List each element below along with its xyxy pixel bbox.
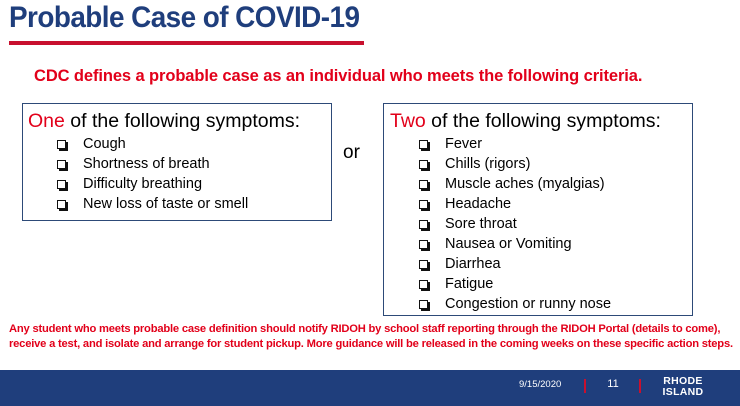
logo-line-2: ISLAND bbox=[662, 386, 704, 398]
two-symptom-list bbox=[384, 134, 692, 314]
list-item bbox=[23, 154, 331, 174]
list-item bbox=[384, 294, 692, 314]
list-item bbox=[23, 194, 331, 214]
symptom-label: Diarrhea bbox=[445, 256, 501, 272]
symptom-label: Chills (rigors) bbox=[445, 156, 531, 172]
list-item bbox=[384, 214, 692, 234]
list-item bbox=[384, 174, 692, 194]
checkbox-bullet-icon bbox=[419, 180, 428, 189]
symptom-label: Fatigue bbox=[445, 276, 494, 292]
symptom-label: Muscle aches (myalgias) bbox=[445, 176, 605, 192]
one-symptom-heading bbox=[28, 109, 331, 133]
checkbox-bullet-icon bbox=[57, 140, 66, 149]
footer-divider bbox=[584, 379, 586, 393]
checkbox-bullet-icon bbox=[419, 200, 428, 209]
checkbox-bullet-icon bbox=[419, 280, 428, 289]
one-symptom-list bbox=[23, 134, 331, 214]
one-symptom-box bbox=[22, 103, 332, 221]
symptom-label: Nausea or Vomiting bbox=[445, 236, 572, 252]
checkbox-bullet-icon bbox=[419, 240, 428, 249]
checkbox-bullet-icon bbox=[57, 180, 66, 189]
logo-line-1: RHODE bbox=[663, 375, 703, 387]
footer-divider bbox=[639, 379, 641, 393]
checkbox-bullet-icon bbox=[57, 160, 66, 169]
list-item bbox=[23, 134, 331, 154]
symptom-label: Congestion or runny nose bbox=[445, 296, 612, 312]
footer-date: 9/15/2020 bbox=[519, 379, 562, 390]
list-item bbox=[384, 134, 692, 154]
count-word-one: One bbox=[28, 110, 65, 132]
two-symptom-box bbox=[383, 103, 693, 316]
symptom-label: Shortness of breath bbox=[83, 156, 210, 172]
list-item bbox=[384, 274, 692, 294]
list-item bbox=[384, 154, 692, 174]
page-number: 11 bbox=[607, 378, 619, 390]
symptom-label: New loss of taste or smell bbox=[83, 196, 249, 212]
or-label: or bbox=[343, 142, 360, 163]
count-word-two: Two bbox=[390, 110, 426, 132]
symptom-label: Difficulty breathing bbox=[83, 176, 203, 192]
symptom-label: Fever bbox=[445, 136, 483, 152]
checkbox-bullet-icon bbox=[419, 160, 428, 169]
list-item bbox=[384, 234, 692, 254]
checkbox-bullet-icon bbox=[419, 300, 428, 309]
footer-bar bbox=[0, 370, 740, 406]
two-symptom-heading bbox=[390, 109, 692, 133]
heading-rest: of the following symptoms: bbox=[425, 110, 661, 132]
symptom-label: Headache bbox=[445, 196, 512, 212]
list-item bbox=[384, 254, 692, 274]
list-item bbox=[23, 174, 331, 194]
symptom-label: Sore throat bbox=[445, 216, 517, 232]
checkbox-bullet-icon bbox=[419, 220, 428, 229]
slide-title: Probable Case of COVID-19 bbox=[9, 1, 360, 34]
checkbox-bullet-icon bbox=[57, 200, 66, 209]
rhode-island-logo bbox=[659, 376, 707, 398]
checkbox-bullet-icon bbox=[419, 260, 428, 269]
checkbox-bullet-icon bbox=[419, 140, 428, 149]
heading-rest: of the following symptoms: bbox=[64, 110, 301, 132]
symptom-label: Cough bbox=[83, 136, 126, 152]
slide-subtitle: CDC defines a probable case as an individual who meets the following criteria. bbox=[34, 67, 643, 85]
guidance-note: Any student who meets probable case definition should notify RIDOH by school staff reporting through the RIDOH Portal (details to come), receive a test, and isolate and arrange for student pickup. More guidance will be released in the coming weeks on these specific action steps. bbox=[9, 323, 733, 350]
title-underline bbox=[9, 41, 364, 45]
list-item bbox=[384, 194, 692, 214]
